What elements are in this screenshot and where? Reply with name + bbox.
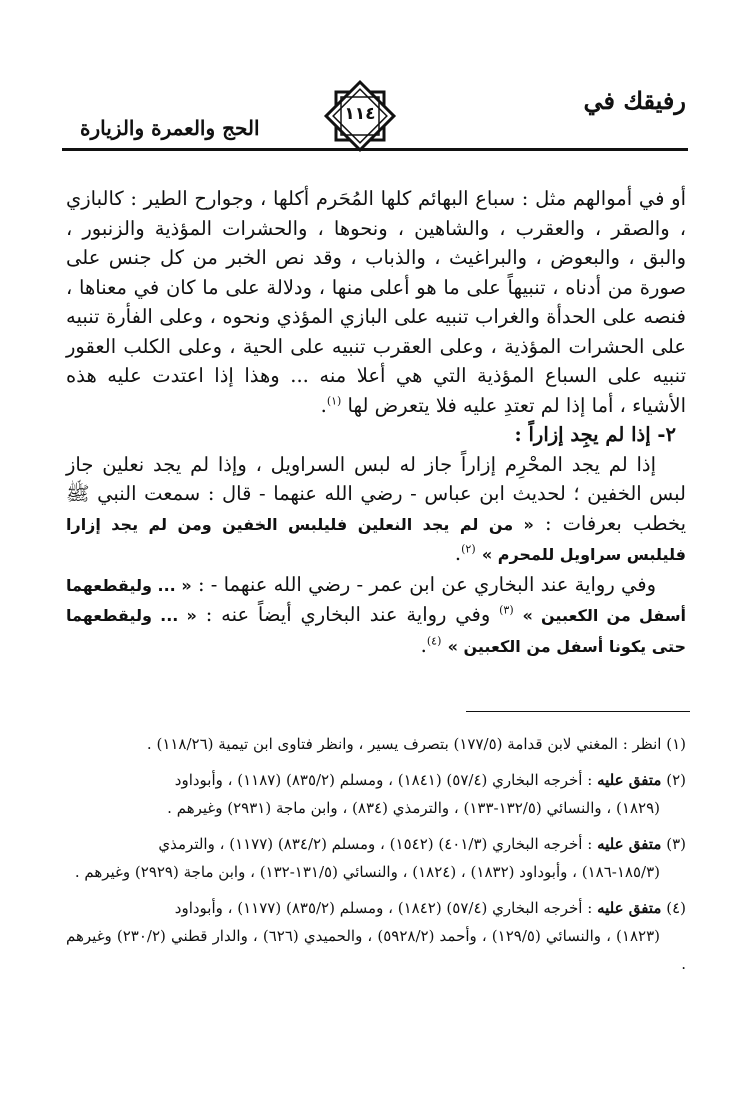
- main-text: [66, 184, 686, 661]
- hadith-quote-2: « ... وليقطعهما أسفل من الكعبين »: [66, 575, 687, 625]
- paragraph-3: وفي رواية عند البخاري عن ابن عمر - رضي الله عنهما - : « ... وليقطعهما أسفل من الكعبين » $^{(٣)}$ وفي رواية عند البخاري أيضاً عنه : « ... وليقطعهما حتى يكونا أسفل من الكعبين » $^{(٤)}$.: [66, 572, 687, 657]
- page-number-emblem: [322, 78, 398, 154]
- footnotes: [66, 730, 686, 986]
- book-title-top: رفيقك في: [583, 86, 686, 115]
- hadith-quote-3: « ... وليقطعهما حتى يكونا أسفل من الكعبين »: [66, 606, 686, 656]
- footnote-4: (٤) متفق عليه : أخرجه البخاري (٥٧/٤) (١٨٤٢) ، ومسلم (٨٣٥/٢) (١١٧٧) ، وأبوداود (١٨٢٣) ، والنسائي (١٢٩/٥) ، وأحمد (٥٩٢٨/٢) ، والحميدي (٦٢٦) ، والدار قطني (٢٣٠/٢) وغيرهم .: [66, 899, 686, 973]
- book-title-bottom: الحج والعمرة والزيارة: [80, 116, 260, 140]
- hadith-quote-1: « من لم يجد النعلين فليلبس الخفين ومن لم يجد إزارا فليلبس سراويل للمحرم »: [66, 514, 686, 564]
- page-number: ١١٤: [344, 104, 376, 124]
- section-heading: ٢- إذا لم يجِد إزاراً :: [514, 423, 676, 446]
- footnote-1: (١) انظر : المغني لابن قدامة (١٧٧/٥) بتصرف يسير ، وانظر فتاوى ابن تيمية (١١٨/٢٦) .: [146, 735, 686, 753]
- paragraph-1: أو في أموالهم مثل : سباع البهائم كلها المُحَرم أكلها ، وجوارح الطير : كالبازي ، والصقر ، والعقرب ، والشاهين ، ونحوها ، والحشرات المؤذية والزنبور ، والبق ، والبعوض ، والبراغيث ، والذباب ، وقد نص الخبر من كل جنس على صورة من أدناه ، تنبيهاً على ما هو أعلى منها ، ودلالة على ما كان في معناها ، فنصه على الحدأة والغراب تنبيه على البازي المؤذي ونحوه ، وعلى الفأرة تنبيه على الحشرات المؤذية ، وعلى العقرب تنبيه على الحية ، وعلى الكلب العقور تنبيه على السباع المؤذية التي هي أعلا منه ... وهذا إذا اعتدت عليه هذه الأشياء ، أما إذا لم تعتدِ عليه فلا يتعرض لها $^{(١)}$.: [66, 187, 686, 417]
- header-rule: [62, 148, 688, 151]
- footnote-divider: [466, 711, 690, 712]
- footnote-ref-4: (٤): [426, 634, 442, 647]
- footnote-ref-1: (١): [326, 394, 342, 407]
- footnote-ref-3: (٣): [499, 603, 514, 617]
- footnote-3: (٣) متفق عليه : أخرجه البخاري (٤٠١/٣) (١٥٤٢) ، ومسلم (٨٣٤/٢) (١١٧٧) ، والترمذي (١٨٥/٣-١٨٦) ، وأبوداود (١٨٣٢) ، (١٨٢٤) ، والنسائي (١٣١/٥-١٣٢) ، وابن ماجة (٢٩٢٩) وغيرهم .: [74, 835, 686, 881]
- footnote-ref-2: (٢): [461, 542, 476, 556]
- paragraph-2: إذا لم يجد المحْرِم إزاراً جاز له لبس السراويل ، وإذا لم يجد نعلين جاز لبس الخفين ؛ لحديث ابن عباس - رضي الله عنهما - قال : سمعت النبي ﷺ يخطب بعرفات : « من لم يجد النعلين فليلبس الخفين ومن لم يجد إزارا فليلبس سراويل للمحرم » $^{(٢)}$.: [66, 452, 687, 565]
- footnote-2: (٢) متفق عليه : أخرجه البخاري (٥٧/٤) (١٨٤١) ، ومسلم (٨٣٥/٢) (١١٨٧) ، وأبوداود (١٨٢٩) ، والنسائي (١٣٢/٥-١٣٣) ، والترمذي (٨٣٤) ، وابن ماجة (٢٩٣١) وغيرهم .: [167, 771, 686, 817]
